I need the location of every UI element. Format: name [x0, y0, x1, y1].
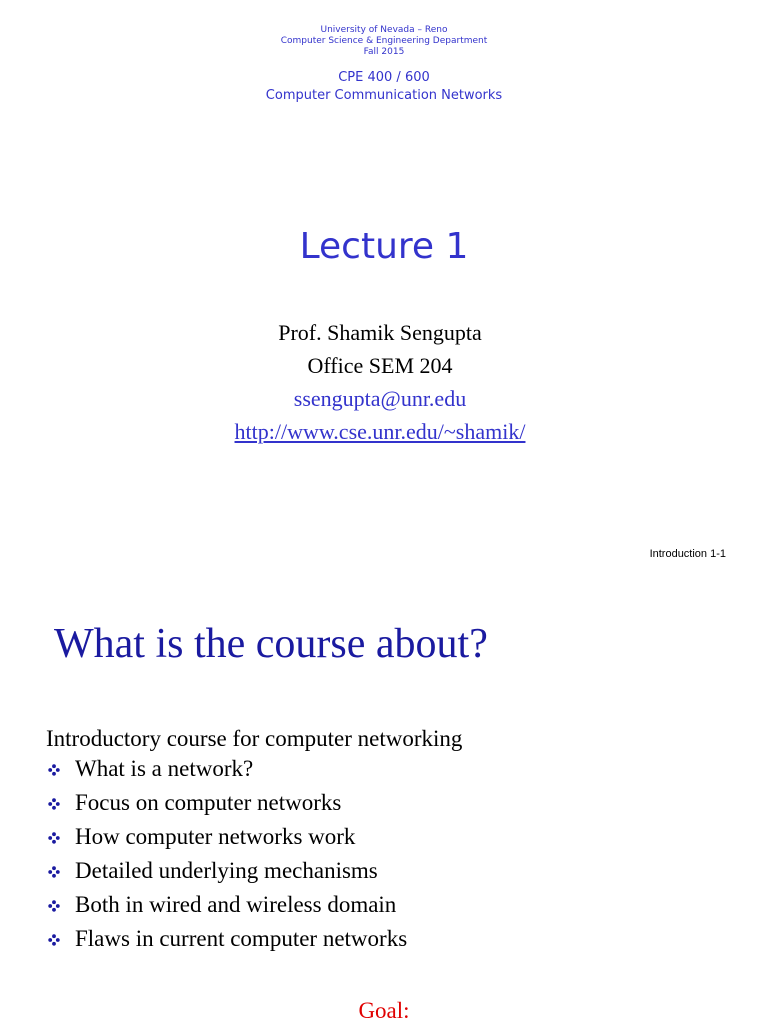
email-link[interactable]: ssengupta@unr.edu: [293, 386, 467, 411]
diamond-bullet-icon: [48, 764, 60, 776]
slide-page-label: Introduction 1-1: [649, 548, 726, 560]
bullet-text: Detailed underlying mechanisms: [75, 858, 378, 883]
bullet-text: How computer networks work: [75, 824, 356, 849]
term: Fall 2015: [363, 47, 405, 57]
bullet-text: Focus on computer networks: [75, 790, 342, 815]
intro-text: Introductory course for computer networking: [46, 726, 463, 751]
office-location: Office SEM 204: [307, 353, 453, 378]
lecture-title: Lecture 1: [299, 226, 469, 267]
course-code: CPE 400 / 600: [338, 70, 430, 85]
bullet-text: What is a network?: [75, 756, 254, 781]
slide-2: [0, 580, 768, 1024]
course-name: Computer Communication Networks: [265, 88, 503, 103]
university-name: University of Nevada – Reno: [320, 25, 448, 35]
slide-title: What is the course about?: [54, 621, 488, 667]
diamond-bullet-icon: [48, 832, 60, 844]
goal-label: Goal:: [358, 998, 410, 1023]
diamond-bullet-icon: [48, 900, 60, 912]
homepage-link[interactable]: http://www.cse.unr.edu/~shamik/: [234, 419, 526, 444]
diamond-bullet-icon: [48, 866, 60, 878]
bullet-text: Flaws in current computer networks: [75, 926, 408, 951]
diamond-bullet-icon: [48, 798, 60, 810]
professor-name: Prof. Shamik Sengupta: [278, 320, 482, 345]
bullet-text: Both in wired and wireless domain: [75, 892, 397, 917]
department-name: Computer Science & Engineering Department: [280, 36, 488, 46]
diamond-bullet-icon: [48, 934, 60, 946]
